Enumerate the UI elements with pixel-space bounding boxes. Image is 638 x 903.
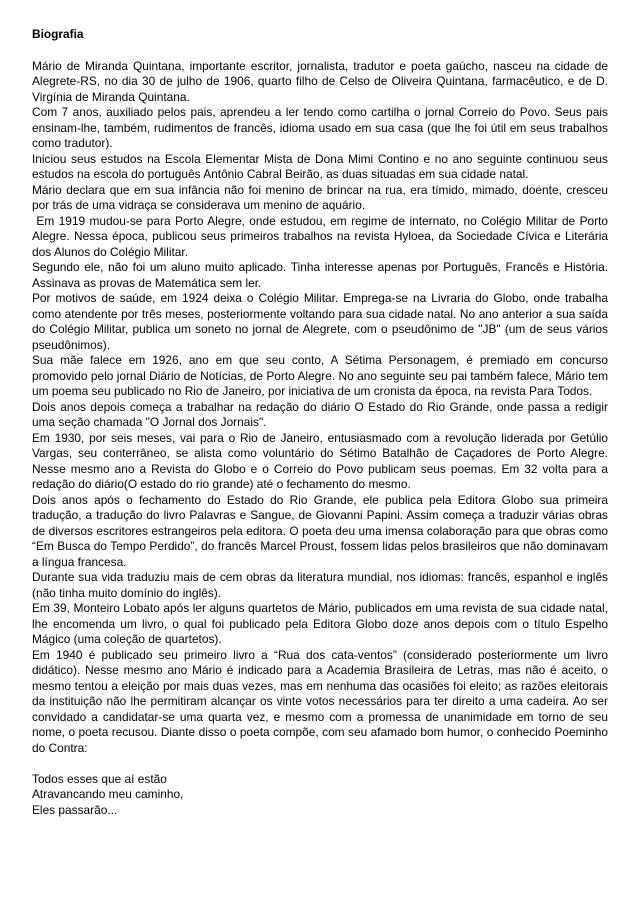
paragraph-translated-works: Durante sua vida traduziu mais de cem obras da literatura mundial, nos idiomas: francês, espanhol e inglês (não tinha muito domínio do inglês).: [32, 570, 612, 600]
paragraph-childhood-reading: Com 7 anos, auxiliado pelos pais, aprendeu a ler tendo como cartilha o jornal Correio do Povo. Seus pais ensinam-lhe, também, rudimentos de francês, idioma usado em sua casa (que lhe foi útil em seus trabalhos como tradutor).: [32, 105, 612, 150]
paragraph-infancy: Mário declara que em sua infância não foi menino de brincar na rua, era tímido, mimado, doente, cresceu por trás de uma vidraça se considerava um menino de aquário.: [32, 182, 612, 212]
paragraph-mother: Sua mãe falece em 1926, ano em que seu conto, A Sétima Personagem, é premiado em concurso promovido pelo jornal Diário de Notícias, de Porto Alegre. No ano seguinte seu pai também falece, Mário tem um poema seu publicado no Rio de Janeiro, por iniciativa de um cronista da época, na revista Para Todos.: [32, 353, 612, 398]
paragraph-translation: Dois anos após o fechamento do Estado do Rio Grande, ele publica pela Editora Globo sua primeira tradução, a tradução do livro Palavras e Sangue, de Giovanni Papini. Assim começa a traduzir várias obras de diversos escritores estrangeiros pela editora. O poeta deu uma imensa colaboração para que obras como “Em Busca do Tempo Perdido”, do francês Marcel Proust, fossem lidas pelos brasileiros que não dominavam a língua francesa.: [32, 492, 612, 569]
poem: [32, 772, 608, 819]
document-page: [32, 27, 612, 818]
poem-line: Eles passarão...: [32, 802, 118, 817]
paragraph-1940: Em 1940 é publicado seu primeiro livro a “Rua dos cata-ventos” (considerado posteriormente um livro didático). Nesse mesmo ano Mário é indicado para a Academia Brasileira de Letras, mas não é aceito, o mesmo tentou a eleição por mais duas vezes, mas em nenhuma das ocasiões foi eleito; as razões eleitorais da instituição não lhe permitiram alcançar os vinte votos necessários para ter direito a uma cadeira. Ao ser convidado a candidatar-se uma quarta vez, e mesmo com a promessa de unanimidade em torno de seu nome, o poeta recusou. Diante disso o poeta compõe, com seu afamado bom humor, o conhecido Poeminho do Contra:: [32, 647, 612, 755]
paragraph-spacer: [32, 756, 608, 772]
paragraph-newspaper: Dois anos depois começa a trabalhar na redação do diário O Estado do Rio Grande, onde passa a redigir uma seção chamada "O Jornal dos Jornais".: [32, 399, 612, 429]
paragraph-birth: Mário de Miranda Quintana, importante escritor, jornalista, tradutor e poeta gaúcho, nasceu na cidade de Alegrete-RS, no dia 30 de julho de 1906, quarto filho de Celso de Oliveira Quintana, farmacêutico, e de D. Virgínia de Miranda Quintana.: [32, 58, 612, 104]
document-heading: Biografia: [32, 27, 84, 41]
paragraph-student: Segundo ele, não foi um aluno muito aplicado. Tinha interesse apenas por Português, Francês e História. Assinava as provas de Matemática sem ler.: [32, 260, 611, 290]
paragraph-1930: Em 1930, por seis meses, vai para o Rio de Janeiro, entusiasmado com a revolução liderada por Getúlio Vargas, seu conterrâneo, se alista como voluntário do Sétimo Batalhão de Caçadores de Porto Alegre. Nesse mesmo ano a Revista do Globo e o Correio do Povo publicam seus poemas. Em 32 volta para a redação do diário(O estado do rio grande) até o fechamento do mesmo.: [32, 430, 612, 491]
poem-line: Todos esses que aí estão: [32, 771, 167, 786]
paragraph-health: Por motivos de saúde, em 1924 deixa o Colégio Militar. Emprega-se na Livraria do Globo, onde trabalha como atendente por três meses, posteriormente voltando para sua cidade natal. No ano anterior a sua saída do Colégio Militar, publica um soneto no jornal de Alegrete, com o pseudônimo de "JB" (um de seus vários pseudônimos).: [32, 291, 612, 352]
paragraph-monteiro-lobato: Em 39, Monteiro Lobato após ler alguns quartetos de Mário, publicados em uma revista de sua cidade natal, lhe encomenda um livro, o qual foi publicado pela Editora Globo doze anos depois com o título Espelho Mágico (uma coleção de quartetos).: [32, 601, 612, 646]
paragraph-early-school: Iniciou seus estudos na Escola Elementar Mista de Dona Mimi Contino e no ano seguinte continuou seus estudos na escola do português Antônio Cabral Beirão, as duas situadas em sua cidade natal.: [32, 151, 612, 181]
poem-line: Atravancando meu caminho,: [32, 787, 184, 801]
paragraph-porto-alegre: Em 1919 mudou-se para Porto Alegre, onde estudou, em regime de internato, no Colégio Militar de Porto Alegre. Nessa época, publicou seus primeiros trabalhos na revista Hyloea, da Sociedade Cívica e Literária dos Alunos do Colégio Militar.: [32, 213, 612, 259]
